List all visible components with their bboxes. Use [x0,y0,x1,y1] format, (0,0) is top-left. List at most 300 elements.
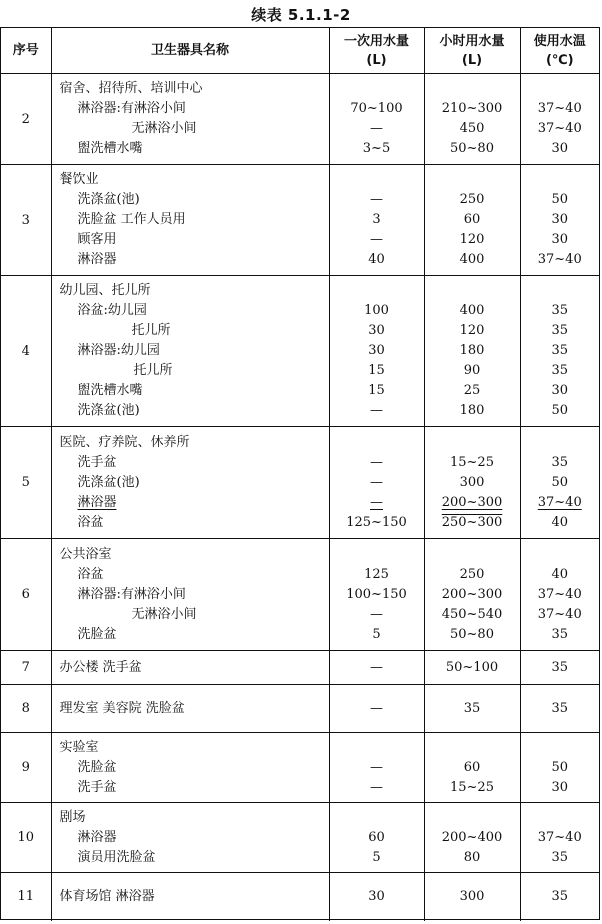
cell-text: 120 [459,323,485,338]
cell-water-temp [520,74,599,165]
cell-text: 幼儿园、托儿所 [59,283,151,298]
fixture-line [52,433,329,453]
cell-text: — [370,494,383,510]
cell-seq: 10 [1,803,51,873]
cell-text: — [370,659,383,675]
value-line [425,453,520,473]
value-line [521,758,600,778]
value-line [425,301,520,321]
cell-text: 30 [551,141,569,156]
cell-fixture-name [51,74,329,165]
fixture-line [52,119,329,139]
value-line [330,250,424,270]
header-name: 卫生器具名称 [51,28,329,74]
cell-text: 洗脸盆 工作人员用 [77,212,186,227]
cell-text: 100 [364,303,389,318]
value-line [425,625,520,645]
value-line [521,99,600,119]
cell-hourly-volume [424,651,520,685]
value-line [521,250,600,270]
fixture-line [52,625,329,645]
value-line [521,565,600,585]
cell-text: 125 [364,566,389,582]
cell-seq: 5 [1,427,51,539]
fixture-line [52,250,329,270]
cell-text: 200~300 [441,494,503,510]
value-line [521,119,600,139]
value-line [521,361,600,381]
value-line [330,625,424,645]
cell-text: — [370,700,383,716]
cell-hourly-volume [424,803,520,873]
cell-text: 3~5 [362,141,391,156]
value-line [330,493,424,513]
cell-text: 30 [368,343,385,358]
fixture-line [52,190,329,210]
value-line [330,453,424,473]
cell-text: 50 [551,474,569,490]
cell-text: 80 [463,849,481,865]
value-line [521,79,600,99]
value-line [425,210,520,230]
cell-text: 37~40 [537,586,582,602]
cell-text: 40 [551,566,569,582]
cell-text: 25 [463,383,481,398]
value-line [425,658,520,678]
value-line [330,139,424,159]
cell-text: 37~40 [537,606,582,622]
cell-text: 演员用洗脸盆 [77,849,156,865]
header-hourly-volume [424,28,520,74]
cell-fixture-name [51,276,329,427]
cell-text: 盥洗槽水嘴 [77,383,143,398]
cell-text: 实验室 [59,739,99,755]
value-line [425,493,520,513]
cell-text: 300 [459,888,485,904]
fixture-line [52,401,329,421]
fixture-line [52,699,329,719]
cell-text: — [370,779,383,795]
value-line [425,433,520,453]
value-line [330,341,424,361]
cell-text: 30 [551,212,569,227]
cell-seq: 2 [1,74,51,165]
cell-hourly-volume [424,276,520,427]
cell-text: 浴盆 [77,514,104,530]
cell-text: 盥洗槽水嘴 [77,141,143,156]
value-line [425,545,520,565]
fixture-line [52,778,329,798]
value-line [521,545,600,565]
cell-text: 50~100 [445,659,499,675]
cell-text: 托儿所 [131,323,171,338]
cell-text: 淋浴器 [77,252,117,267]
cell-fixture-name [51,651,329,685]
value-line [330,301,424,321]
value-line [330,381,424,401]
cell-text: 洗涤盆(池) [77,192,140,207]
cell-text: 医院、疗养院、休养所 [59,434,190,450]
fixture-line [52,493,329,513]
fixture-line [52,301,329,321]
table-row [1,651,599,685]
cell-hourly-volume [424,427,520,539]
cell-text: 浴盆 [77,566,104,582]
cell-text: 淋浴器:幼儿园 [77,343,160,358]
cell-text: 300 [459,474,485,490]
value-line [425,758,520,778]
value-line [330,473,424,493]
cell-text: 50~80 [450,141,494,156]
table-row [1,165,599,276]
value-line [425,341,520,361]
cell-once-volume [329,74,424,165]
cell-hourly-volume [424,539,520,651]
cell-text: — [370,192,383,207]
cell-text: 37~40 [537,252,582,267]
cell-text: 淋浴器 [77,829,117,845]
value-line [330,99,424,119]
table-row [1,276,599,427]
value-line [425,281,520,301]
cell-water-temp [520,539,599,651]
cell-text: 5 [372,626,381,642]
header-water-temp-label: 使用水温 [533,33,586,49]
value-line [330,778,424,798]
value-line [330,281,424,301]
value-line [521,605,600,625]
water-usage-table [0,27,600,920]
cell-hourly-volume [424,685,520,733]
cell-hourly-volume [424,165,520,276]
value-line [330,170,424,190]
cell-text: 洗涤盆(池) [77,403,140,418]
header-hourly-volume-unit: (L) [461,52,483,68]
cell-text: 淋浴器:有淋浴小间 [77,101,186,116]
table-row [1,803,599,873]
cell-text: 无淋浴小间 [131,121,197,136]
value-line [330,887,424,907]
value-line [330,79,424,99]
cell-once-volume [329,427,424,539]
value-line [330,828,424,848]
cell-text: 剧场 [59,809,86,825]
value-line [521,738,600,758]
cell-water-temp [520,873,599,921]
value-line [425,699,520,719]
cell-text: 50~80 [450,626,494,642]
cell-text: 15 [368,363,385,378]
cell-text: 35 [551,626,569,642]
value-line [425,119,520,139]
cell-text: 250 [459,566,485,582]
value-line [330,585,424,605]
cell-text: 120 [459,232,485,247]
cell-text: — [370,454,383,470]
fixture-line [52,321,329,341]
cell-hourly-volume [424,74,520,165]
fixture-line [52,79,329,99]
value-line [521,170,600,190]
cell-hourly-volume [424,873,520,921]
table-row [1,873,599,921]
cell-once-volume [329,276,424,427]
fixture-line [52,361,329,381]
value-line [521,401,600,421]
value-line [425,361,520,381]
cell-text: 450~540 [441,606,503,622]
cell-text: 体育场馆 淋浴器 [59,888,155,904]
cell-text: 30 [551,232,569,247]
cell-text: — [370,403,383,418]
value-line [521,828,600,848]
cell-once-volume [329,651,424,685]
fixture-line [52,658,329,678]
value-line [521,493,600,513]
cell-fixture-name [51,733,329,803]
value-line [521,301,600,321]
table-row [1,539,599,651]
cell-text: 60 [463,759,481,775]
cell-seq: 11 [1,873,51,921]
cell-text: 洗涤盆(池) [77,474,140,490]
cell-fixture-name [51,873,329,921]
cell-once-volume [329,685,424,733]
cell-text: 40 [551,514,569,530]
value-line [425,401,520,421]
cell-seq: 3 [1,165,51,276]
header-seq: 序号 [1,28,51,74]
value-line [425,190,520,210]
value-line [521,453,600,473]
value-line [425,513,520,533]
cell-text: 400 [459,252,485,267]
value-line [521,139,600,159]
value-line [521,513,600,533]
value-line [425,170,520,190]
value-line [330,361,424,381]
cell-text: 50 [551,403,569,418]
cell-text: 200~300 [441,586,503,602]
value-line [521,848,600,868]
value-line [425,473,520,493]
cell-text: 250~300 [441,514,503,530]
fixture-line [52,828,329,848]
value-line [330,699,424,719]
cell-text: 60 [463,212,481,227]
cell-text: 3 [372,212,381,227]
value-line [425,848,520,868]
cell-once-volume [329,539,424,651]
table-row [1,74,599,165]
cell-seq: 9 [1,733,51,803]
cell-text: 30 [551,383,569,398]
header-once-volume [329,28,424,74]
value-line [521,190,600,210]
cell-text: 35 [551,888,569,904]
cell-text: 35 [551,343,569,358]
value-line [521,887,600,907]
fixture-line [52,170,329,190]
value-line [330,190,424,210]
cell-text: 淋浴器 [77,494,117,510]
cell-text: 洗脸盆 [77,626,117,642]
value-line [425,828,520,848]
fixture-line [52,230,329,250]
header-once-volume-label: 一次用水量 [343,33,409,49]
value-line [521,281,600,301]
cell-text: 37~40 [537,101,582,116]
cell-text: 210~300 [441,101,503,116]
cell-text: 30 [368,323,385,338]
cell-water-temp [520,651,599,685]
header-hourly-volume-label: 小时用水量 [439,33,505,49]
cell-text: 70~100 [350,101,403,116]
cell-text: 400 [459,303,485,318]
cell-once-volume [329,803,424,873]
cell-text: 宿舍、招待所、培训中心 [59,81,203,96]
cell-text: 无淋浴小间 [131,606,197,622]
cell-text: 浴盆:幼儿园 [77,303,147,318]
value-line [521,778,600,798]
table-row [1,685,599,733]
cell-text: 30 [551,779,569,795]
value-line [521,473,600,493]
cell-text: 50 [551,759,569,775]
cell-text: — [370,232,383,247]
value-line [425,778,520,798]
value-line [425,79,520,99]
cell-text: 餐饮业 [59,172,99,187]
cell-fixture-name [51,539,329,651]
value-line [425,381,520,401]
fixture-line [52,848,329,868]
value-line [330,119,424,139]
fixture-line [52,210,329,230]
fixture-line [52,887,329,907]
value-line [330,513,424,533]
value-line [425,605,520,625]
value-line [330,565,424,585]
cell-seq: 4 [1,276,51,427]
cell-text: 淋浴器:有淋浴小间 [77,586,186,602]
value-line [330,433,424,453]
fixture-line [52,453,329,473]
cell-text: — [370,474,383,490]
cell-text: 35 [551,303,569,318]
cell-text: 公共浴室 [59,546,112,562]
fixture-line [52,139,329,159]
cell-water-temp [520,685,599,733]
cell-text: 30 [368,888,385,904]
cell-text: — [370,606,383,622]
value-line [425,99,520,119]
value-line [425,139,520,159]
cell-once-volume [329,165,424,276]
value-line [330,210,424,230]
cell-water-temp [520,276,599,427]
fixture-line [52,473,329,493]
cell-text: 35 [463,700,481,716]
value-line [425,250,520,270]
value-line [425,738,520,758]
fixture-line [52,545,329,565]
cell-text: 35 [551,700,569,716]
value-line [330,545,424,565]
value-line [521,210,600,230]
fixture-line [52,381,329,401]
cell-water-temp [520,427,599,539]
cell-text: 450 [459,121,485,136]
value-line [425,585,520,605]
value-line [330,738,424,758]
cell-text: 35 [551,363,569,378]
value-line [330,658,424,678]
cell-text: 180 [459,343,485,358]
cell-fixture-name [51,165,329,276]
fixture-line [52,738,329,758]
cell-water-temp [520,733,599,803]
fixture-line [52,758,329,778]
cell-text: 180 [459,403,485,418]
value-line [425,230,520,250]
fixture-line [52,605,329,625]
cell-water-temp [520,165,599,276]
cell-text: 35 [551,454,569,470]
fixture-line [52,513,329,533]
cell-text: 100~150 [346,586,407,602]
value-line [521,658,600,678]
header-water-temp [520,28,599,74]
value-line [330,808,424,828]
cell-text: 37~40 [537,121,582,136]
fixture-line [52,585,329,605]
value-line [521,585,600,605]
cell-once-volume [329,733,424,803]
cell-water-temp [520,803,599,873]
cell-seq: 6 [1,539,51,651]
table-header-row [1,28,599,74]
cell-text: 35 [551,849,569,865]
value-line [521,230,600,250]
cell-text: 250 [459,192,485,207]
cell-text: 15~25 [450,454,494,470]
cell-text: 理发室 美容院 洗脸盆 [59,700,185,716]
cell-text: 60 [368,829,385,845]
cell-hourly-volume [424,733,520,803]
cell-text: 125~150 [346,514,407,530]
value-line [425,887,520,907]
header-water-temp-unit: (℃) [545,52,574,68]
cell-text: 5 [372,849,381,865]
fixture-line [52,808,329,828]
value-line [521,699,600,719]
fixture-line [52,281,329,301]
value-line [330,230,424,250]
cell-fixture-name [51,803,329,873]
cell-text: 40 [368,252,385,267]
value-line [521,341,600,361]
value-line [330,848,424,868]
fixture-line [52,565,329,585]
value-line [330,401,424,421]
cell-seq: 8 [1,685,51,733]
table-row [1,733,599,803]
cell-text: 200~400 [441,829,503,845]
value-line [425,321,520,341]
cell-once-volume [329,873,424,921]
value-line [330,605,424,625]
